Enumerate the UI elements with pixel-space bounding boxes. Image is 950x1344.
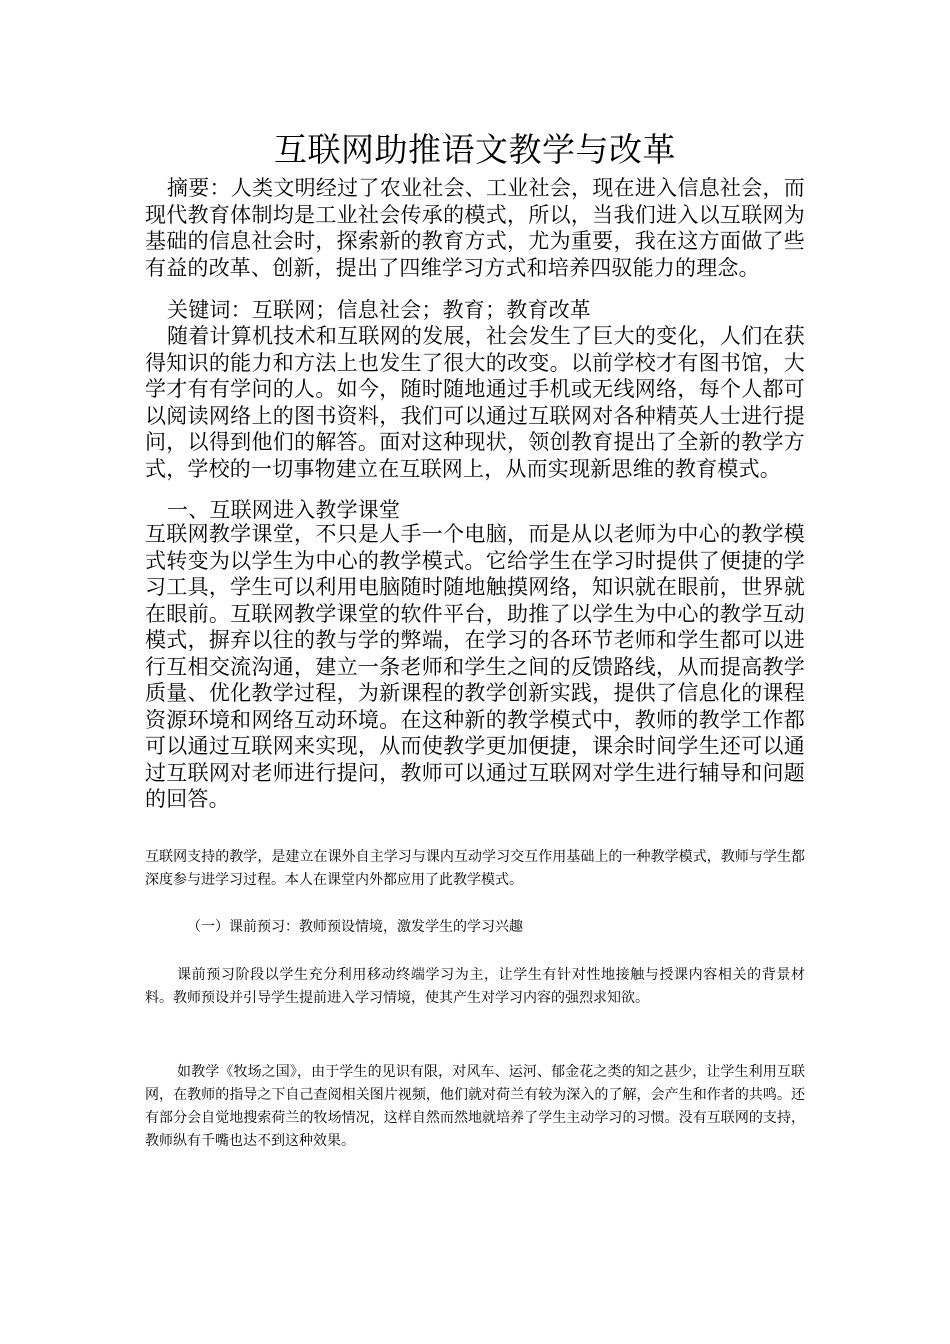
subsection-heading: （一）课前预习：教师预设情境，激发学生的学习兴趣 xyxy=(187,919,523,935)
section-heading: 一、互联网进入教学课堂 xyxy=(167,498,401,522)
section-body-paragraph: 互联网教学课堂，不只是人手一个电脑，而是从以老师为中心的教学模式转变为以学生为中心的教学模式。它给学生在学习时提供了便捷的学习工具，学生可以利用电脑随时随地触摸网络，知识就在眼前，世界就在眼前。互联网教学课堂的软件平台，助推了以学生为中心的教学互动模式，摒弃以往的教与学的弊端，在学习的各环节老师和学生都可以进行互相交流沟通，建立一条老师和学生之间的反馈路线，从而提高教学质量、优化教学过程，为新课程的教学创新实践，提供了信息化的课程资源环境和网络互动环境。在这种新的教学模式中，教师的教学工作都可以通过互联网来实现，从而使教学更加便捷，课余时间学生还可以通过互联网对老师进行提问，教师可以通过互联网对学生进行辅导和问题的回答。 xyxy=(145,522,805,811)
preview-paragraph: 课前预习阶段以学生充分利用移动终端学习为主，让学生有针对性地接触与授课内容相关的背景材料。教师预设并引导学生提前进入学习情境，使其产生对学习内容的强烈求知欲。 xyxy=(145,967,805,1006)
support-paragraph: 互联网支持的教学，是建立在课外自主学习与课内互动学习交互作用基础上的一种教学模式，教师与学生都深度参与进学习过程。本人在课堂内外都应用了此教学模式。 xyxy=(145,849,805,888)
intro-paragraph: 随着计算机技术和互联网的发展，社会发生了巨大的变化，人们在获得知识的能力和方法上也发生了很大的改变。以前学校才有图书馆，大学才有有学问的人。如今，随时随地通过手机或无线网络，每个人都可以阅读网络上的图书资料，我们可以通过互联网对各种精英人士进行提问，以得到他们的解答。面对这种现状，领创教育提出了全新的教学方式，学校的一切事物建立在互联网上，从而实现新思维的教育模式。 xyxy=(145,324,805,481)
keywords-line: 关键词：互联网；信息社会；教育；教育改革 xyxy=(167,298,591,322)
document-title: 互联网助推语文教学与改革 xyxy=(274,130,676,169)
example-paragraph: 如教学《牧场之国》，由于学生的见识有限，对风车、运河、郁金花之类的知之甚少，让学生利用互联网，在教师的指导之下自己查阅相关图片视频，他们就对荷兰有较为深入的了解，会产生和作者的共鸣。还有部分会自觉地搜索荷兰的牧场情况，这样自然而然地就培养了学生主动学习的习惯。没有互联网的支持，教师纵有千嘴也达不到这种效果。 xyxy=(145,1064,805,1149)
abstract-paragraph: 摘要：人类文明经过了农业社会、工业社会，现在进入信息社会，而现代教育体制均是工业社会传承的模式，所以，当我们进入以互联网为基础的信息社会时，探索新的教育方式，尤为重要，我在这方面做了些有益的改革、创新，提出了四维学习方式和培养四驭能力的理念。 xyxy=(145,176,805,280)
